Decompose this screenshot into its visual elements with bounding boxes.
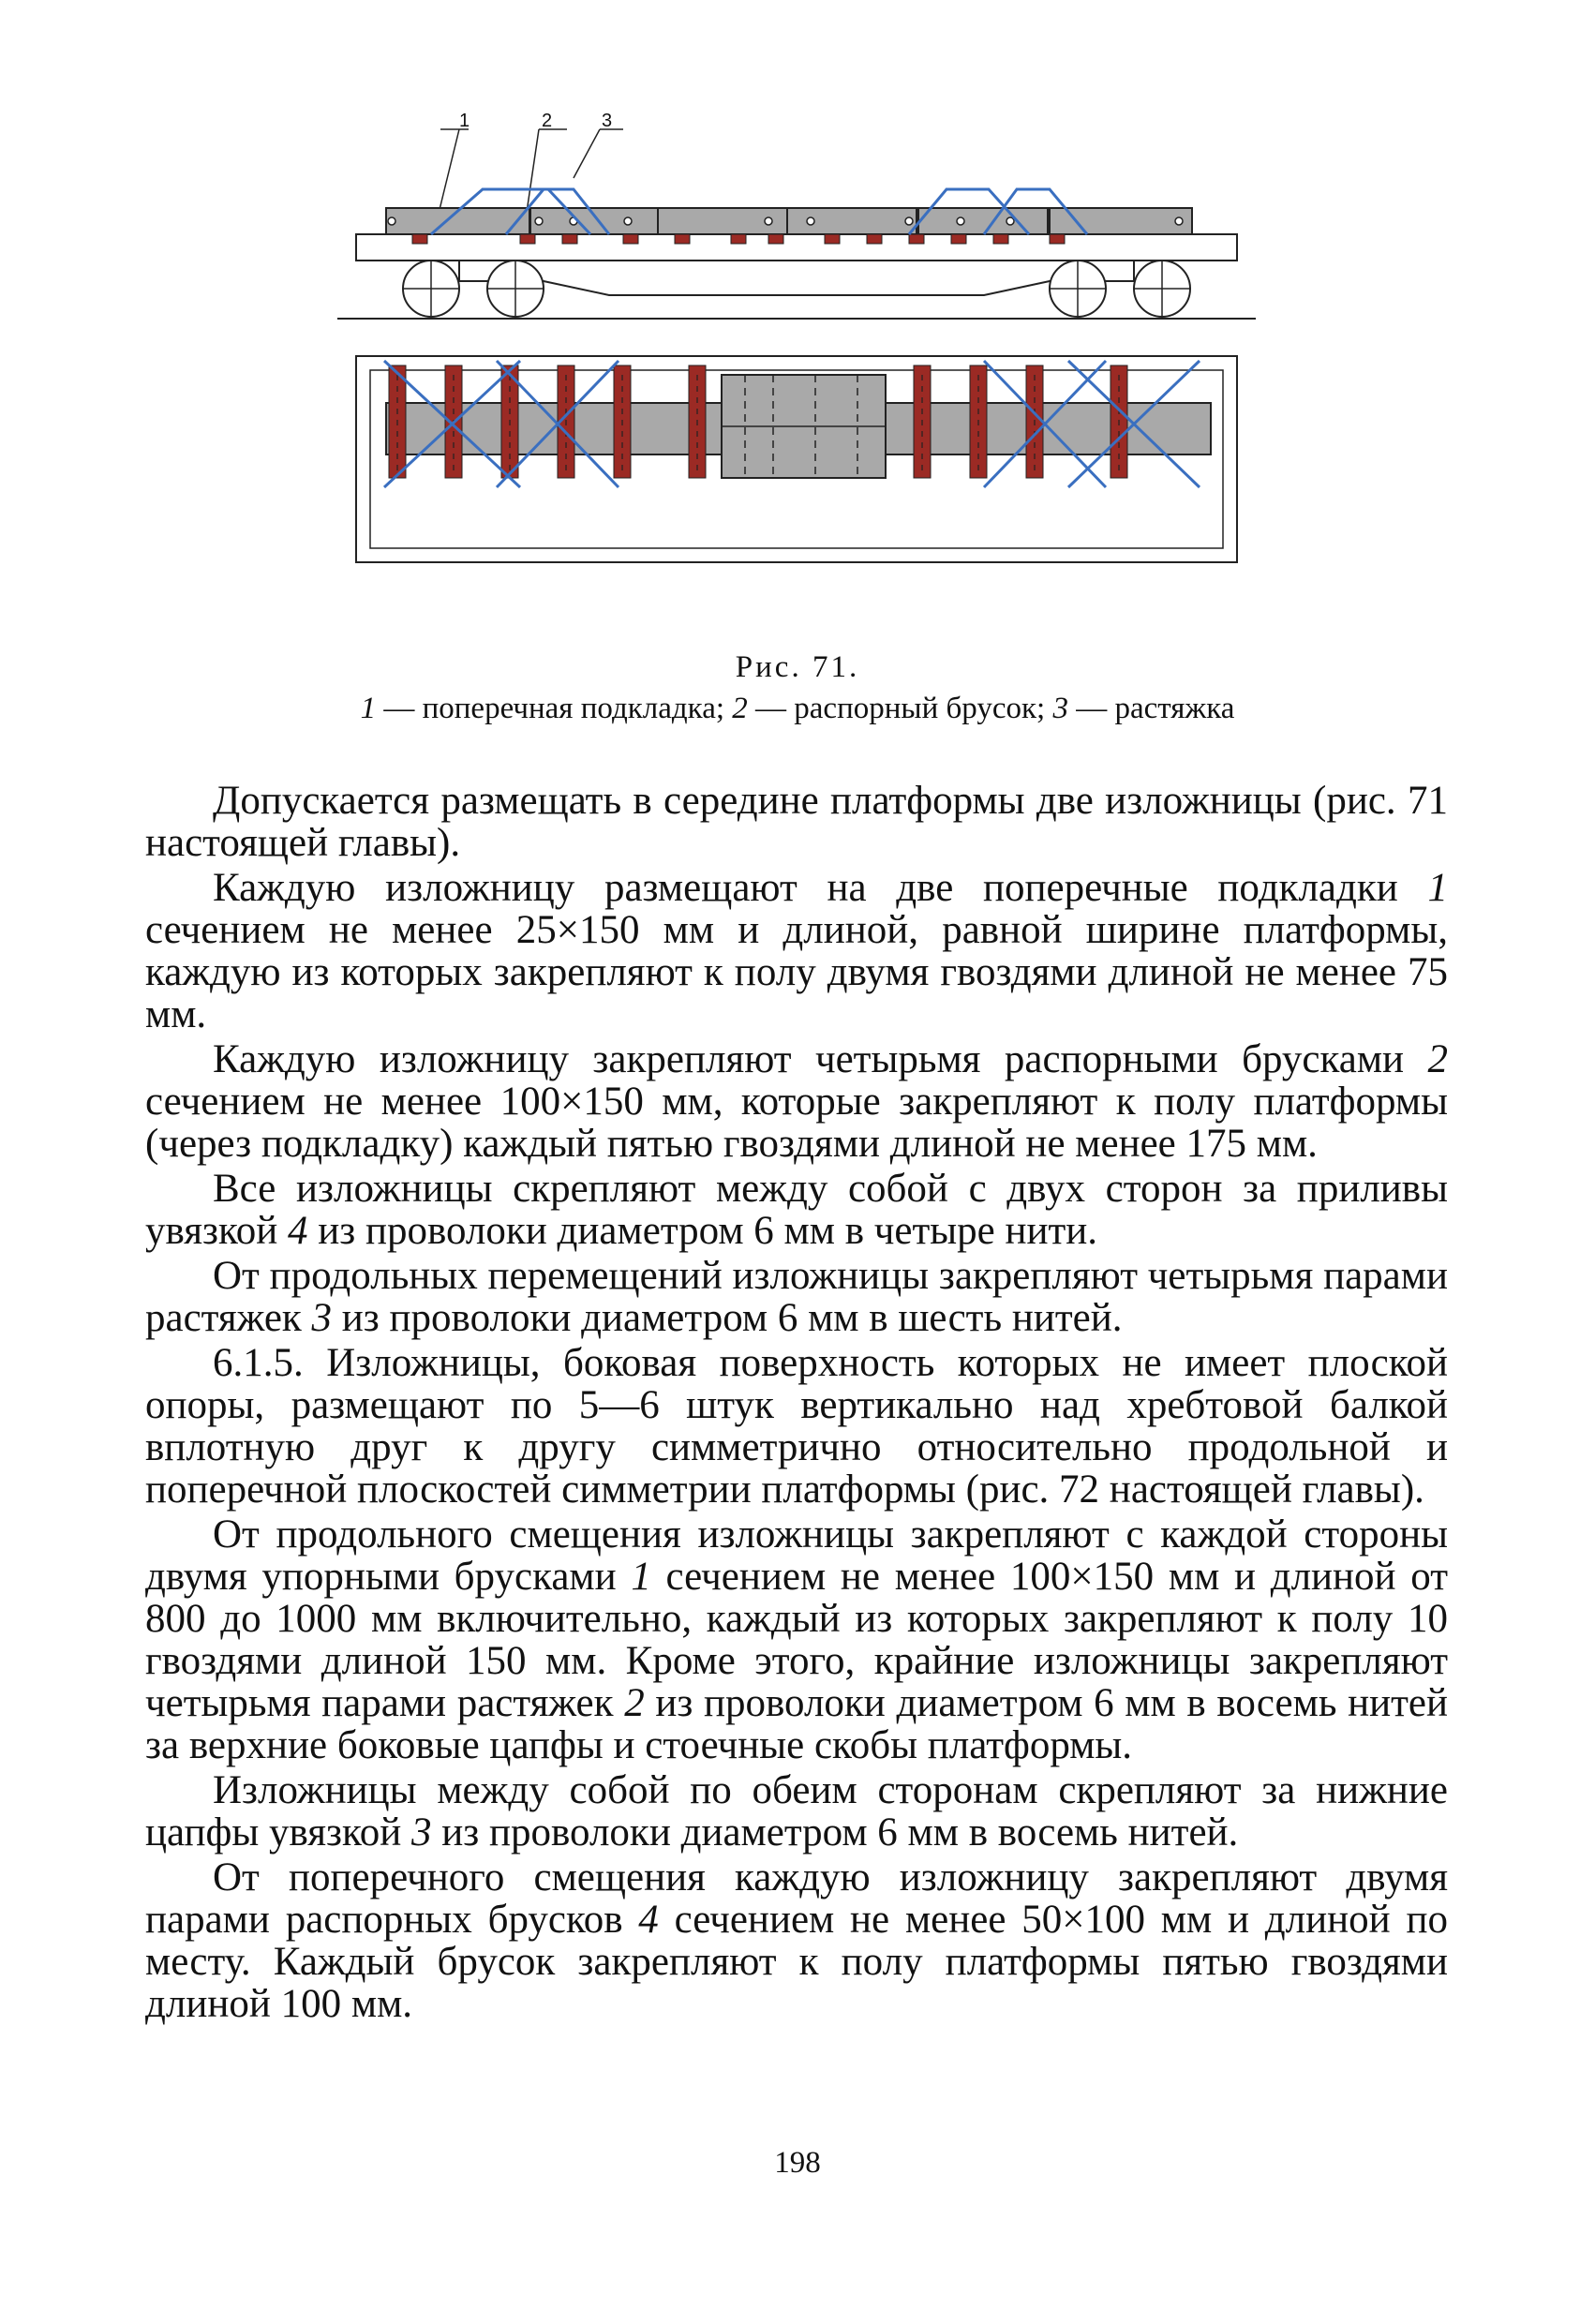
- paragraph-text: 6.1.5. Изложницы, боковая поверхность которых не имеет плоской опоры, размещают по 5—6 штук вертикально над хребтовой балкой вплотную друг к другу симметрично относительно продольной и поперечной плоскостей симметрии платформы (рис. 72 настоящей главы).: [145, 1341, 1448, 1512]
- transverse-spacer: [768, 234, 783, 244]
- legend-num-3: 3: [1052, 692, 1068, 725]
- mold-lug: [535, 217, 543, 225]
- item-number: 2: [1427, 1037, 1448, 1081]
- paragraph-text: из проволоки диаметром 6 мм в шесть нитей.: [332, 1296, 1123, 1340]
- paragraph: [145, 1038, 1448, 1165]
- mold-lug: [624, 217, 632, 225]
- legend-num-2: 2: [732, 692, 748, 725]
- transverse-spacer: [412, 234, 427, 244]
- platform-deck: [356, 234, 1237, 261]
- callout-line-3: [574, 129, 600, 178]
- paragraph: [145, 1168, 1448, 1252]
- figure-71: [328, 103, 1265, 628]
- transverse-spacer: [951, 234, 966, 244]
- paragraph: [145, 867, 1448, 1035]
- item-number: 3: [311, 1296, 333, 1340]
- paragraph: [145, 780, 1448, 864]
- paragraph-text: От поперечного смещения каждую изложницу закрепляют двумя парами распорных брусков: [145, 1855, 1448, 1942]
- transverse-spacer: [562, 234, 577, 244]
- paragraph-text: Изложницы между собой по обеим сторонам скрепляют за нижние цапфы увязкой: [145, 1768, 1448, 1855]
- paragraph: [145, 1856, 1448, 2025]
- item-number: 1: [631, 1555, 651, 1599]
- paragraph-text: из проволоки диаметром 6 мм в восемь нитей.: [431, 1810, 1239, 1855]
- paragraph: [145, 1769, 1448, 1854]
- paragraph-text: сечением не менее 25×150 мм и длиной, равной ширине платформы, каждую из которых закрепляют к полу двумя гвоздями длиной не менее 75 мм.: [145, 908, 1448, 1036]
- mold-lug: [388, 217, 395, 225]
- mold-block: [1050, 208, 1192, 234]
- callout-label-3: 3: [602, 111, 613, 131]
- paragraph-text: Каждую изложницу закрепляют четырьмя распорными брусками: [213, 1037, 1428, 1081]
- paragraph-text: Все изложницы скрепляют между собой с двух сторон за приливы увязкой: [145, 1167, 1448, 1253]
- paragraph: [145, 1342, 1448, 1511]
- callout-label-1: 1: [459, 111, 470, 131]
- transverse-spacer: [867, 234, 882, 244]
- mold-lug: [765, 217, 772, 225]
- paragraph-text: Допускается размещать в середине платформы две изложницы (рис. 71 настоящей главы).: [145, 779, 1448, 865]
- paragraph-text: сечением не менее 50×100 мм и длиной по месту. Каждый брусок закрепляют к полу платформы пятью гвоздями длиной 100 мм.: [145, 1898, 1448, 2026]
- figure-caption: [187, 647, 1408, 729]
- legend-text-1: — поперечная подкладка;: [376, 692, 733, 725]
- paragraph: [145, 1255, 1448, 1339]
- paragraph-text: сечением не менее 100×150 мм и длиной от 800 до 1000 мм включительно, каждый из которых закрепляют к полу 10 гвоздями длиной 150 мм. Кроме этого, крайние изложницы закрепляют четырьмя парами растяжек: [145, 1555, 1449, 1725]
- mold-block: [530, 208, 660, 234]
- figure-71-drawing: [328, 103, 1265, 628]
- transverse-spacer: [731, 234, 746, 244]
- transverse-spacer: [825, 234, 840, 244]
- transverse-spacer: [993, 234, 1008, 244]
- page-number: 198: [774, 2146, 821, 2180]
- legend-text-3: — растяжка: [1067, 692, 1235, 725]
- transverse-spacer: [623, 234, 638, 244]
- paragraph-text: Каждую изложницу размещают на две поперечные подкладки: [213, 866, 1428, 910]
- paragraph-text: из проволоки диаметром 6 мм в восемь нитей за верхние боковые цапфы и стоечные скобы платформы.: [145, 1681, 1448, 1767]
- paragraph: [145, 1513, 1448, 1766]
- transverse-spacer: [909, 234, 924, 244]
- legend-num-1: 1: [360, 692, 377, 725]
- legend-text-2: — распорный брусок;: [747, 692, 1053, 725]
- mold-lug: [807, 217, 814, 225]
- item-number: 3: [411, 1810, 432, 1855]
- mold-lug: [1006, 217, 1014, 225]
- callout-label-2: 2: [542, 111, 553, 131]
- item-number: 4: [638, 1898, 659, 1942]
- transverse-spacer: [675, 234, 690, 244]
- figure-legend: [187, 688, 1408, 729]
- body-text: [145, 780, 1448, 2028]
- paragraph-text: От продольного смещения изложницы закрепляют с каждой стороны двумя упорными брусками: [145, 1512, 1448, 1599]
- mold-lug: [957, 217, 964, 225]
- paragraph-text: из проволоки диаметром 6 мм в четыре нити.: [307, 1209, 1098, 1253]
- figure-title: Рис. 71.: [735, 650, 860, 684]
- transverse-spacer: [1050, 234, 1065, 244]
- item-number: 2: [624, 1681, 645, 1725]
- transverse-spacer: [520, 234, 535, 244]
- mold-lug: [1175, 217, 1183, 225]
- paragraph-text: сечением не менее 100×150 мм, которые закрепляют к полу платформы (через подкладку) каждый пятью гвоздями длиной не менее 175 мм.: [145, 1080, 1448, 1166]
- item-number: 4: [287, 1209, 308, 1253]
- item-number: 1: [1427, 866, 1448, 910]
- mold-lug: [905, 217, 913, 225]
- paragraph-text: От продольных перемещений изложницы закрепляют четырьмя парами растяжек: [145, 1254, 1448, 1340]
- mold-block: [918, 208, 1048, 234]
